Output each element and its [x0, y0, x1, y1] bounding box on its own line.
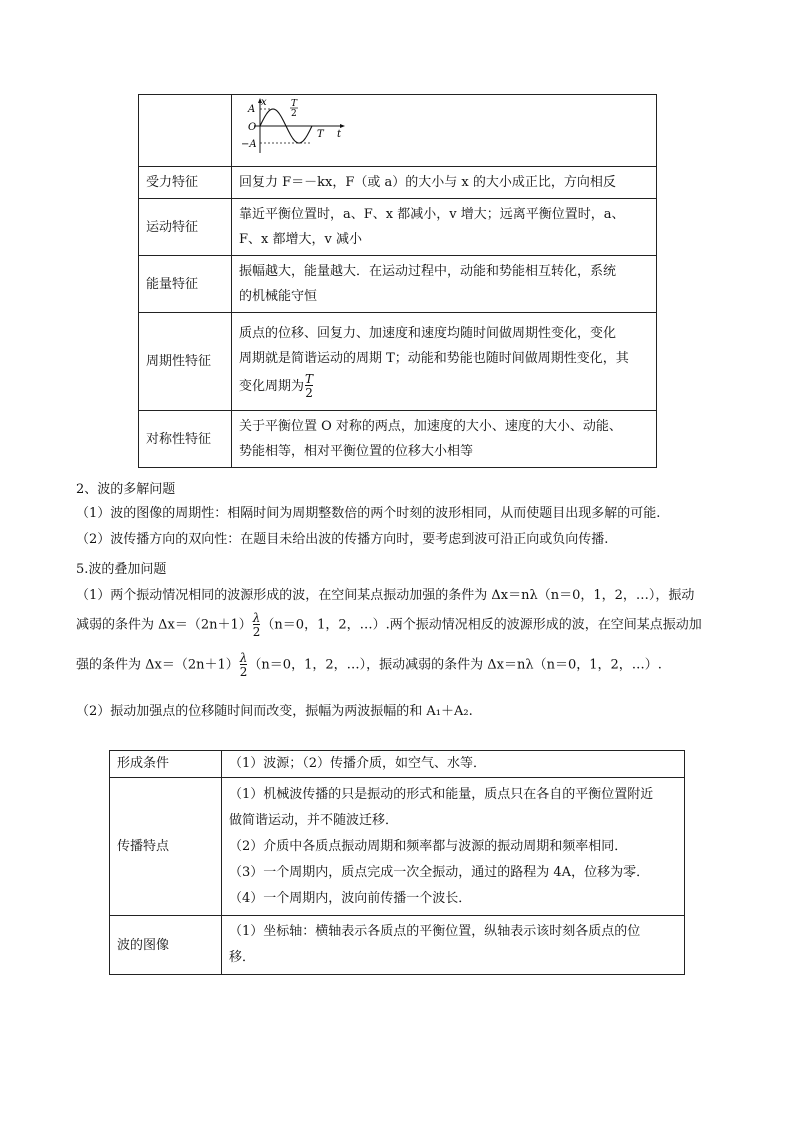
row-label: 能量特征: [139, 256, 232, 313]
row-label: 形成条件: [110, 751, 222, 778]
row-label: 对称性特征: [139, 411, 232, 468]
text-line: 靠近平衡位置时，a、F、x 都减小，v 增大；远离平衡位置时，a、: [239, 207, 625, 222]
frac-T-den: 2: [291, 109, 297, 119]
table-row: [139, 199, 657, 256]
text-fragment: 减弱的条件为 Δx＝（2n＋1）: [76, 617, 252, 633]
axis-label-O: O: [248, 122, 257, 133]
fraction-denominator: 2: [252, 625, 261, 639]
row-label: 受力特征: [139, 167, 232, 199]
axis-label-negA: −A: [241, 139, 257, 150]
paragraph: （1）波的图像的周期性：相隔时间为周期整数倍的两个时刻的波形相同，从而使题目出现多解的可能.: [76, 506, 661, 521]
row-label: 运动特征: [139, 199, 232, 256]
text-fragment: 强的条件为 Δx＝（2n＋1）: [76, 657, 239, 673]
row-text: [222, 916, 685, 975]
paragraph: （1）两个振动情况相同的波源形成的波，在空间某点振动加强的条件为 Δx＝nλ（n＝0，1，2，…），振动: [76, 588, 695, 603]
row-text: 回复力 F＝－kx，F（或 a）的大小与 x 的大小成正比，方向相反: [232, 167, 657, 199]
fraction-numerator: T: [305, 372, 314, 386]
frac-T-num: T: [291, 99, 298, 109]
axis-label-t: t: [337, 129, 342, 140]
text-line: （1）机械波传播的只是振动的形式和能量，质点只在各自的平衡位置附近: [229, 786, 654, 802]
table-row: [139, 313, 657, 411]
table-row: [110, 916, 685, 975]
paragraph: [76, 652, 736, 678]
table-row: [139, 411, 657, 468]
paragraph: [76, 612, 736, 638]
fraction-numerator: λ: [252, 611, 261, 625]
section-heading: 5.波的叠加问题: [76, 562, 167, 577]
text-fragment: （n＝0，1，2，…），振动减弱的条件为 Δx＝nλ（n＝0，1，2，…）.: [248, 657, 662, 673]
text-line: （1）坐标轴：横轴表示各质点的平衡位置，纵轴表示该时刻各质点的位: [229, 924, 641, 939]
axis-label-x: x: [261, 97, 267, 108]
paragraph: （2）振动加强点的位移随时间而改变，振幅为两波振幅的和 A₁＋A₂.: [76, 704, 473, 719]
axis-label-T: T: [317, 129, 324, 140]
text-line: F、x 都增大，v 减小: [239, 232, 362, 247]
text-line: 质点的位移、回复力、加速度和速度均随时间做周期性变化，变化: [239, 325, 617, 341]
text-line: 移．: [229, 950, 256, 965]
table-row: [110, 751, 685, 778]
graph-cell: [232, 95, 657, 167]
table-row: [110, 778, 685, 916]
table-row: [139, 256, 657, 313]
text-line: 关于平衡位置 O 对称的两点，加速度的大小、速度的大小、动能、: [239, 419, 622, 434]
fraction-denominator: 2: [239, 665, 248, 679]
text-line: [239, 371, 649, 403]
row-text: [222, 778, 685, 916]
text-line: 的机械能守恒: [239, 289, 318, 304]
fraction: [240, 652, 248, 678]
fraction-numerator: λ: [239, 651, 248, 665]
row-label: 波的图像: [110, 916, 222, 975]
shm-features-table: [138, 94, 657, 468]
row-text: [222, 751, 685, 778]
text-line: 周期就是简谐运动的周期 T；动能和势能也随时间做周期性变化，其: [239, 350, 629, 366]
text-line: （3）一个周期内，质点完成一次全振动，通过的路程为 4A，位移为零．: [229, 864, 650, 880]
text-fragment: 变化周期为: [239, 378, 305, 394]
wave-features-table: [109, 750, 685, 975]
row-text: [232, 199, 657, 256]
section-heading: 2、波的多解问题: [76, 482, 176, 497]
row-text: [232, 411, 657, 468]
fraction-denominator: 2: [305, 386, 313, 400]
fraction: [305, 373, 313, 399]
table-row: [139, 167, 657, 199]
sine-graph: [238, 97, 348, 155]
paragraph: （2）波传播方向的双向性：在题目未给出波的传播方向时，要考虑到波可沿正向或负向传播.: [76, 532, 609, 547]
text-line: （4）一个周期内，波向前传播一个波长．: [229, 890, 472, 906]
text-fragment: （n＝0，1，2，…）.两个振动情况相反的波源形成的波，在空间某点振动加: [261, 617, 702, 633]
row-label: 周期性特征: [139, 313, 232, 411]
text-line: 做简谐运动，并不随波迁移．: [229, 812, 399, 828]
row-label: 传播特点: [110, 778, 222, 916]
row-text: [232, 313, 657, 411]
text-line: （2）介质中各质点振动周期和频率都与波源的振动周期和频率相同．: [229, 838, 628, 854]
empty-cell: [139, 95, 232, 167]
text-line: 势能相等，相对平衡位置的位移大小相等: [239, 444, 474, 459]
fraction: [253, 612, 261, 638]
row-text: [232, 256, 657, 313]
axis-label-A: A: [248, 104, 256, 115]
text-line: 振幅越大，能量越大．在运动过程中，动能和势能相互转化，系统: [239, 264, 617, 279]
text-line: （1）波源；（2）传播介质，如空气、水等．: [229, 756, 487, 771]
table-row: [139, 95, 657, 167]
